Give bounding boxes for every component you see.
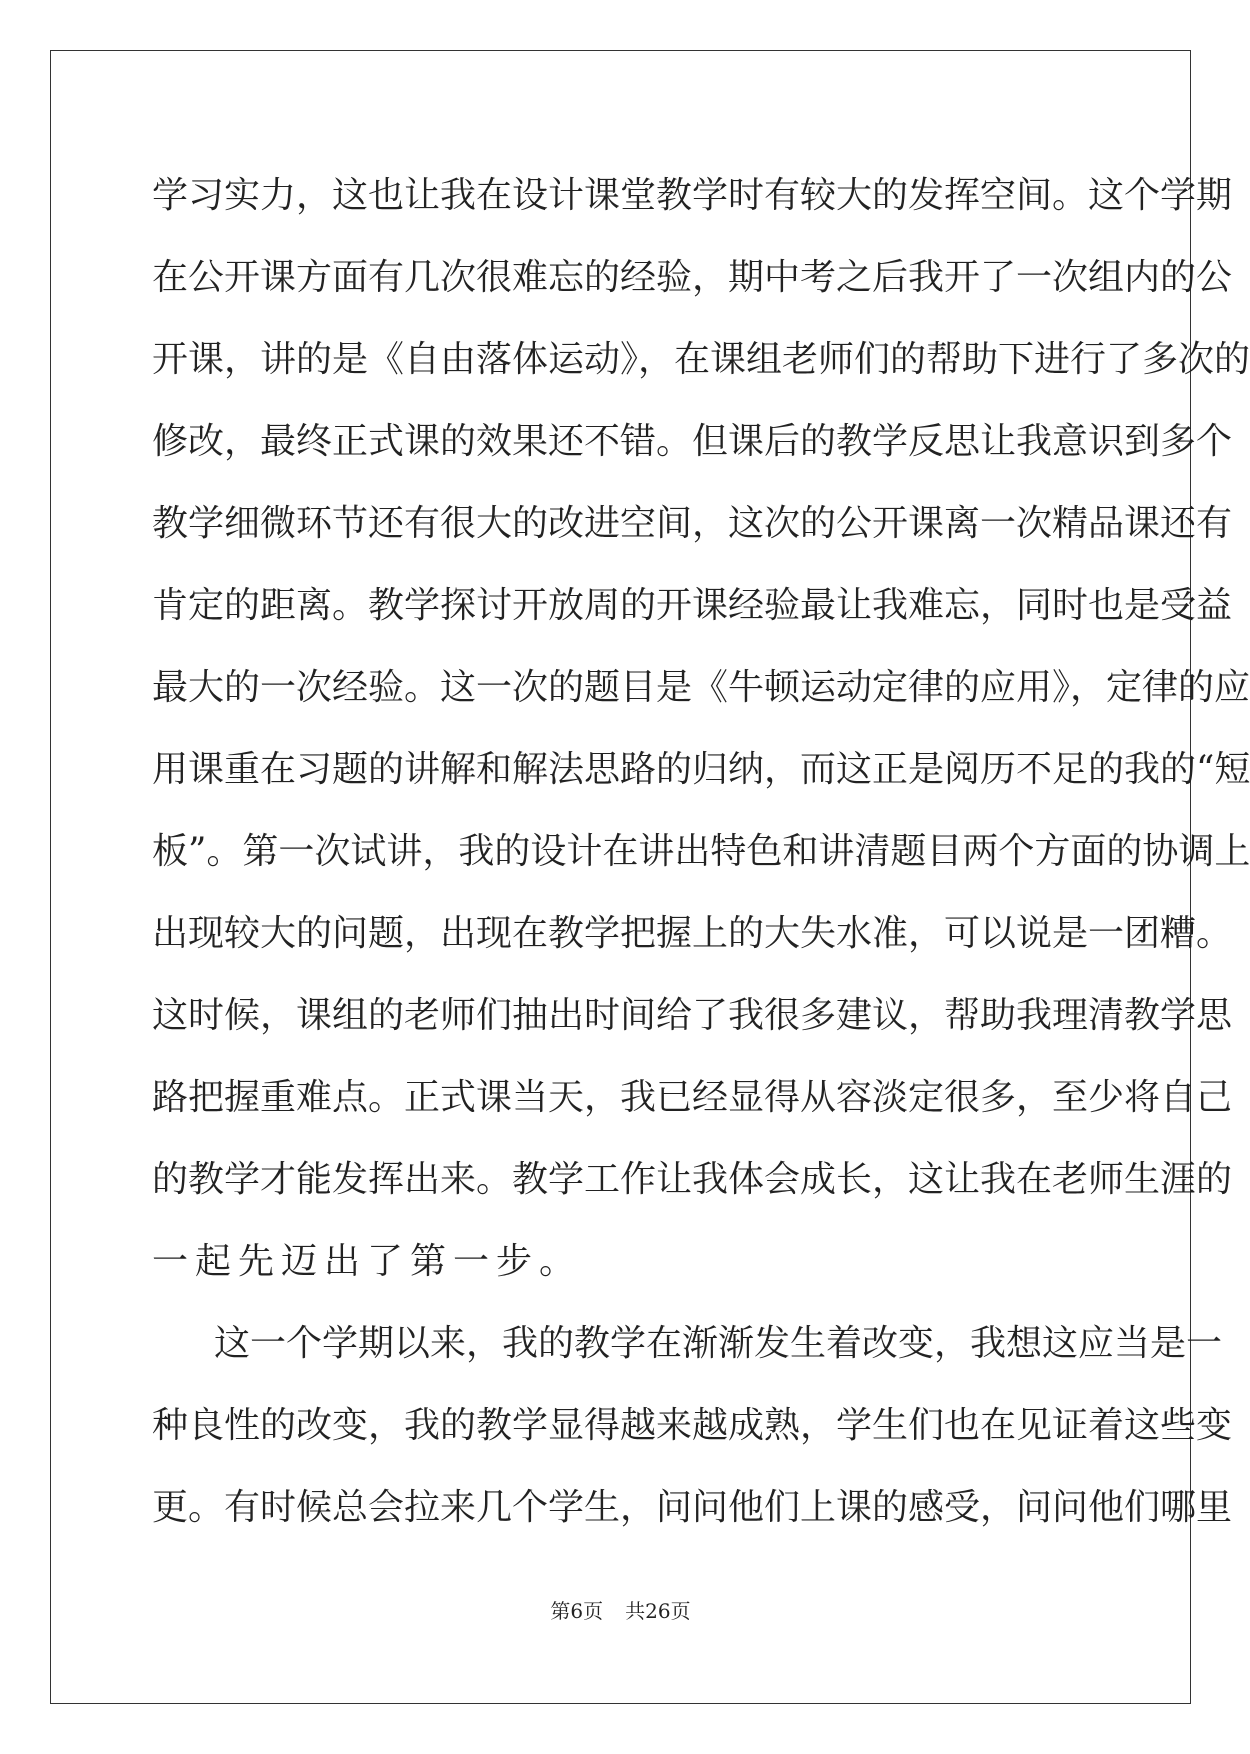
text-line: 路把握重难点。正式课当天，我已经显得从容淡定很多，至少将自己 xyxy=(152,1077,1233,1118)
text-line: 用课重在习题的讲解和解法思路的归纳，而这正是阅历不足的我的“短 xyxy=(152,749,1250,790)
page-footer xyxy=(0,1595,1241,1624)
text-line: 种良性的改变，我的教学显得越来越成熟，学生们也在见证着这些变 xyxy=(152,1405,1233,1446)
text-line: 肯定的距离。教学探讨开放周的开课经验最让我难忘，同时也是受益 xyxy=(152,585,1233,626)
text-line: 在公开课方面有几次很难忘的经验，期中考之后我开了一次组内的公 xyxy=(152,257,1233,298)
page-total: 共26页 xyxy=(625,1599,691,1623)
text-line: 更。有时候总会拉来几个学生，问问他们上课的感受，问问他们哪里 xyxy=(152,1487,1233,1528)
text-line: 这时候，课组的老师们抽出时间给了我很多建议，帮助我理清教学思 xyxy=(152,995,1233,1036)
text-line: 修改，最终正式课的效果还不错。但课后的教学反思让我意识到多个 xyxy=(152,421,1233,462)
paragraph-start-line: 这一个学期以来，我的教学在渐渐发生着改变，我想这应当是一 xyxy=(214,1323,1223,1364)
text-line: 教学细微环节还有很大的改进空间，这次的公开课离一次精品课还有 xyxy=(152,503,1233,544)
text-line: 的教学才能发挥出来。教学工作让我体会成长，这让我在老师生涯的 xyxy=(152,1159,1233,1200)
text-line: 学习实力，这也让我在设计课堂教学时有较大的发挥空间。这个学期 xyxy=(152,175,1233,216)
page-number: 第6页 xyxy=(550,1599,604,1623)
text-line: 出现较大的问题，出现在教学把握上的大失水准，可以说是一团糟。 xyxy=(152,913,1233,954)
text-line: 最大的一次经验。这一次的题目是《牛顿运动定律的应用》，定律的应 xyxy=(152,667,1250,708)
paragraph-end-line: 一起先迈出了第一步。 xyxy=(152,1241,583,1282)
text-line: 板”。第一次试讲，我的设计在讲出特色和讲清题目两个方面的协调上 xyxy=(152,831,1250,872)
text-line: 开课，讲的是《自由落体运动》，在课组老师们的帮助下进行了多次的 xyxy=(152,339,1250,380)
document-body xyxy=(152,155,1250,1549)
